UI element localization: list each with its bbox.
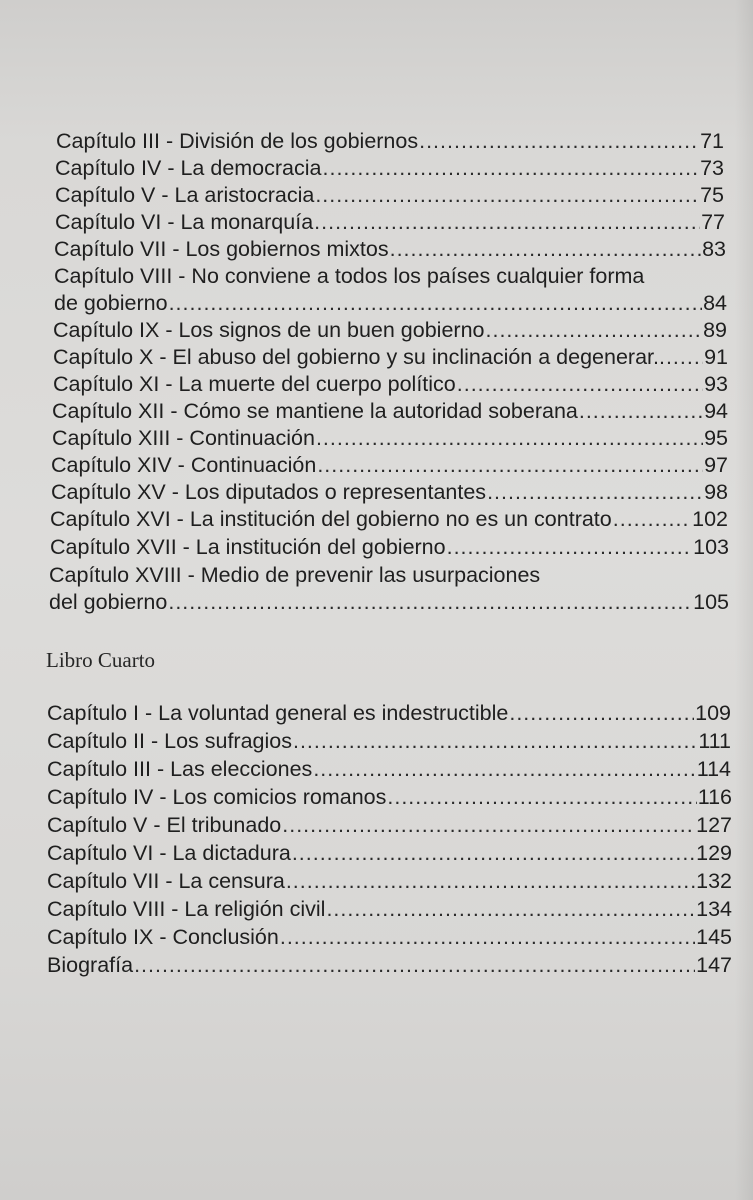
entry-page-number: 147 [696, 953, 732, 977]
dot-leader [282, 812, 695, 839]
entry-page-number: 93 [704, 372, 728, 396]
toc-entry [55, 155, 724, 182]
entry-title: Capítulo IX - Conclusión [47, 925, 279, 949]
entry-page-number: 109 [695, 701, 731, 725]
toc-entry [55, 182, 724, 209]
entry-page-number: 127 [696, 813, 732, 837]
entry-page-number: 97 [704, 453, 728, 477]
entry-title: Capítulo XI - La muerte del cuerpo político [53, 372, 456, 396]
dot-leader [419, 128, 699, 155]
dot-leader [315, 182, 699, 209]
toc-entry [53, 344, 728, 371]
entry-title: de gobierno [54, 291, 168, 315]
dot-leader [323, 155, 700, 182]
dot-leader [314, 209, 700, 236]
entry-page-number: 71 [700, 129, 724, 153]
dot-leader [390, 236, 701, 263]
dot-leader [447, 534, 693, 561]
toc-entry [47, 756, 731, 783]
entry-title: del gobierno [49, 590, 168, 614]
entry-title: Capítulo VII - La censura [47, 869, 285, 893]
dot-leader [509, 700, 694, 727]
entry-page-number: 103 [693, 535, 729, 559]
dot-leader [292, 840, 695, 867]
entry-title: Capítulo XV - Los diputados o representantes [51, 480, 487, 504]
dot-leader [326, 896, 695, 923]
dot-leader [280, 924, 695, 951]
entry-title: Biografía [47, 953, 134, 977]
dot-leader [169, 290, 703, 317]
entry-title: Capítulo VIII - La religión civil [47, 897, 326, 921]
entry-title: Capítulo XVII - La institución del gobierno [50, 535, 446, 559]
entry-title: Capítulo III - División de los gobiernos [56, 129, 419, 153]
entry-page-number: 116 [697, 785, 732, 809]
entry-page-number: 94 [704, 399, 728, 423]
toc-entry [47, 812, 732, 839]
entry-page-number: 91 [704, 345, 728, 369]
toc-entry [52, 425, 728, 452]
dot-leader [486, 317, 703, 344]
dot-leader [313, 756, 695, 783]
entry-page-number: 129 [696, 841, 732, 865]
dot-leader [457, 371, 703, 398]
dot-leader [487, 479, 703, 506]
dot-leader [134, 952, 695, 979]
toc-entry [50, 506, 728, 533]
entry-page-number: 75 [700, 183, 724, 207]
dot-leader [666, 344, 703, 371]
entry-title: Capítulo XIII - Continuación [52, 426, 315, 450]
dot-leader [168, 589, 692, 616]
entry-page-number: 105 [693, 590, 729, 614]
toc-entry [51, 479, 728, 506]
entry-page-number: 145 [696, 925, 732, 949]
entry-title: Capítulo VI - La monarquía [55, 210, 314, 234]
entry-page-number: 83 [702, 237, 726, 261]
dot-leader [286, 868, 695, 895]
entry-title: Capítulo XIV - Continuación [51, 453, 317, 477]
toc-entry [51, 452, 728, 479]
entry-page-number: 95 [704, 426, 728, 450]
toc-entry [54, 236, 726, 263]
entry-title: Capítulo XII - Cómo se mantiene la autoridad soberana [52, 399, 578, 423]
toc-entry [47, 924, 732, 951]
toc-entry [47, 728, 731, 755]
toc-entry [54, 263, 727, 317]
entry-title-line: Capítulo XVIII - Medio de prevenir las usurpaciones [49, 563, 541, 587]
entry-page-number: 102 [692, 507, 728, 531]
toc-entry [47, 700, 731, 727]
entry-title: Capítulo VI - La dictadura [47, 841, 291, 865]
toc-entry [55, 209, 725, 236]
toc-entry [47, 784, 732, 811]
dot-leader [317, 452, 703, 479]
entry-page-number: 134 [696, 897, 732, 921]
entry-title: Capítulo IV - La democracia [55, 156, 322, 180]
toc-entry [47, 896, 732, 923]
entry-page-number: 132 [696, 869, 732, 893]
entry-title-line: Capítulo VIII - No conviene a todos los países cualquier forma [54, 264, 645, 288]
entry-page-number: 89 [703, 318, 727, 342]
entry-title: Capítulo IX - Los signos de un buen gobierno [53, 318, 485, 342]
entry-page-number: 98 [704, 480, 728, 504]
toc-entry [56, 128, 724, 155]
toc-entry [53, 371, 728, 398]
toc-entry [47, 952, 732, 979]
dot-leader [579, 398, 703, 425]
toc-entry [47, 840, 732, 867]
entry-page-number: 111 [698, 729, 731, 753]
toc-entry [50, 534, 729, 561]
entry-title: Capítulo V - El tribunado [47, 813, 282, 837]
toc-entry [52, 398, 728, 425]
entry-title: Capítulo II - Los sufragios [47, 729, 292, 753]
entry-title: Capítulo X - El abuso del gobierno y su inclinación a degenerar.. [53, 345, 665, 369]
entry-page-number: 84 [703, 291, 727, 315]
dot-leader [613, 506, 691, 533]
entry-title: Capítulo V - La aristocracia [55, 183, 315, 207]
entry-title: Capítulo III - Las elecciones [47, 757, 313, 781]
entry-title: Capítulo I - La voluntad general es indestructible [47, 701, 509, 725]
dot-leader [316, 425, 703, 452]
entry-page-number: 73 [700, 156, 724, 180]
entry-title: Capítulo VII - Los gobiernos mixtos [54, 237, 389, 261]
toc-entry [49, 562, 729, 616]
toc-entry [53, 317, 727, 344]
entry-page-number: 77 [701, 210, 725, 234]
section-heading: Libro Cuarto [46, 648, 156, 672]
dot-leader [293, 728, 697, 755]
dot-leader [387, 784, 696, 811]
entry-title: Capítulo IV - Los comicios romanos [47, 785, 387, 809]
toc-entry [47, 868, 732, 895]
entry-page-number: 114 [696, 757, 731, 781]
entry-title: Capítulo XVI - La institución del gobierno no es un contrato [50, 507, 612, 531]
